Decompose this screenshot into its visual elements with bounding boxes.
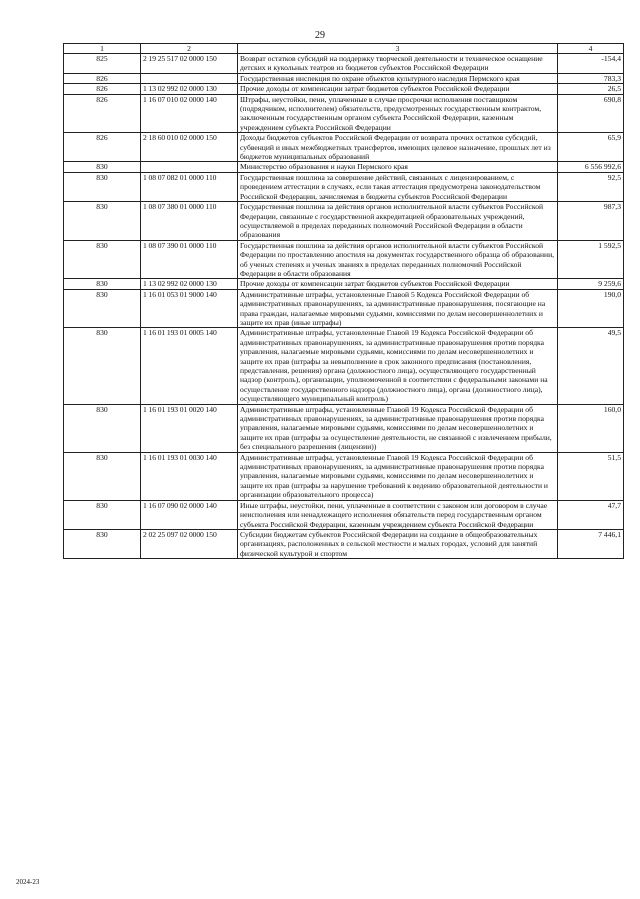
table-row bbox=[64, 240, 624, 279]
budget-table bbox=[63, 43, 624, 559]
income-name-cell: Министерство образования и науки Пермского края bbox=[238, 162, 558, 172]
table-row bbox=[64, 94, 624, 133]
income-name-cell: Доходы бюджетов субъектов Российской Федерации от возврата прочих остатков субсидий, субвенций и иных межбюджетных трансфертов, имеющих целевое назначение, прошлых лет из бюджетов муниципальных образований bbox=[238, 133, 558, 162]
admin-code-cell: 830 bbox=[64, 529, 141, 558]
amount-cell: 51,5 bbox=[558, 452, 624, 500]
income-code-cell: 1 13 02 992 02 0000 130 bbox=[141, 84, 238, 94]
amount-cell: 690,8 bbox=[558, 94, 624, 133]
admin-code-cell: 826 bbox=[64, 94, 141, 133]
income-name-cell: Государственная пошлина за совершение действий, связанных с лицензированием, с проведением аттестации в случаях, если такая аттестация предусмотрена законодательством Российской Федерации, зачисляемая в бюджеты субъектов Российской Федерации bbox=[238, 172, 558, 201]
income-code-cell: 2 18 60 010 02 0000 150 bbox=[141, 133, 238, 162]
admin-code-cell: 826 bbox=[64, 73, 141, 83]
table-header bbox=[64, 44, 624, 54]
admin-code-cell: 830 bbox=[64, 500, 141, 529]
amount-cell: 160,0 bbox=[558, 404, 624, 452]
table-row bbox=[64, 452, 624, 500]
admin-code-cell: 825 bbox=[64, 54, 141, 74]
income-code-cell: 1 16 01 193 01 0020 140 bbox=[141, 404, 238, 452]
amount-cell: 1 592,5 bbox=[558, 240, 624, 279]
column-header-2: 2 bbox=[141, 44, 238, 54]
table-row bbox=[64, 289, 624, 328]
income-name-cell: Прочие доходы от компенсации затрат бюджетов субъектов Российской Федерации bbox=[238, 84, 558, 94]
admin-code-cell: 830 bbox=[64, 162, 141, 172]
table-body bbox=[64, 54, 624, 559]
income-name-cell: Административные штрафы, установленные Главой 5 Кодекса Российской Федерации об административных правонарушениях, за административные правонарушения, посягающие на права граждан, налагаемые мировыми судьями, комиссиями по делам несовершеннолетних и защите их прав (иные штрафы) bbox=[238, 289, 558, 328]
amount-cell: 6 556 992,6 bbox=[558, 162, 624, 172]
table-row bbox=[64, 162, 624, 172]
admin-code-cell: 830 bbox=[64, 202, 141, 241]
income-code-cell: 1 08 07 380 01 0000 110 bbox=[141, 202, 238, 241]
income-code-cell: 1 08 07 082 01 0000 110 bbox=[141, 172, 238, 201]
document-footer-code: 2024-23 bbox=[16, 878, 40, 886]
table-row bbox=[64, 328, 624, 404]
admin-code-cell: 830 bbox=[64, 404, 141, 452]
income-code-cell: 2 02 25 097 02 0000 150 bbox=[141, 529, 238, 558]
income-code-cell: 1 13 02 992 02 0000 130 bbox=[141, 279, 238, 289]
page-number: 29 bbox=[315, 30, 325, 41]
income-name-cell: Государственная инспекция по охране объектов культурного наследия Пермского края bbox=[238, 73, 558, 83]
column-header-4: 4 bbox=[558, 44, 624, 54]
amount-cell: 65,9 bbox=[558, 133, 624, 162]
income-name-cell: Возврат остатков субсидий на поддержку творческой деятельности и техническое оснащение детских и кукольных театров из бюджетов субъектов Российской Федерации bbox=[238, 54, 558, 74]
column-header-1: 1 bbox=[64, 44, 141, 54]
amount-cell: 7 446,1 bbox=[558, 529, 624, 558]
income-code-cell: 2 19 25 517 02 0000 150 bbox=[141, 54, 238, 74]
admin-code-cell: 830 bbox=[64, 279, 141, 289]
table-row bbox=[64, 133, 624, 162]
income-name-cell: Прочие доходы от компенсации затрат бюджетов субъектов Российской Федерации bbox=[238, 279, 558, 289]
income-code-cell: 1 08 07 390 01 0000 110 bbox=[141, 240, 238, 279]
amount-cell: 987,3 bbox=[558, 202, 624, 241]
table-row bbox=[64, 404, 624, 452]
table-row bbox=[64, 529, 624, 558]
admin-code-cell: 826 bbox=[64, 84, 141, 94]
amount-cell: -154,4 bbox=[558, 54, 624, 74]
income-name-cell: Административные штрафы, установленные Главой 19 Кодекса Российской Федерации об административных правонарушениях, за административные правонарушения против порядка управления, налагаемые мировыми судьями, комиссиями по делам несовершеннолетних и защите их прав (штрафы за осуществление деятельности, не связанной с извлечением прибыли, без специального разрешения (лицензии)) bbox=[238, 404, 558, 452]
amount-cell: 190,0 bbox=[558, 289, 624, 328]
table-row bbox=[64, 54, 624, 74]
admin-code-cell: 830 bbox=[64, 328, 141, 404]
income-name-cell: Государственная пошлина за действия органов исполнительной власти субъектов Российской Федерации по проставлению апостиля на документах государственного образца об образовании, об ученых степенях и ученых званиях в пределах переданных полномочий Российской Федерации в области образования bbox=[238, 240, 558, 279]
income-code-cell: 1 16 07 010 02 0000 140 bbox=[141, 94, 238, 133]
income-code-cell bbox=[141, 73, 238, 83]
income-name-cell: Государственная пошлина за действия органов исполнительной власти субъектов Российской Федерации, связанные с государственной аккредитацией образовательных учреждений, осуществляемой в пределах переданных полномочий Российской Федерации в области образования bbox=[238, 202, 558, 241]
income-name-cell: Субсидии бюджетам субъектов Российской Федерации на создание в общеобразовательных организациях, расположенных в сельской местности и малых городах, условий для занятий физической культурой и спортом bbox=[238, 529, 558, 558]
income-code-cell bbox=[141, 162, 238, 172]
admin-code-cell: 830 bbox=[64, 240, 141, 279]
table-row bbox=[64, 279, 624, 289]
table-row bbox=[64, 172, 624, 201]
amount-cell: 9 259,6 bbox=[558, 279, 624, 289]
income-name-cell: Административные штрафы, установленные Главой 19 Кодекса Российской Федерации об административных правонарушениях, за административные правонарушения против порядка управления, налагаемые мировыми судьями, комиссиями по делам несовершеннолетних и защите их прав (штрафы за нарушение требований к ведению образовательной деятельности и организации образовательного процесса) bbox=[238, 452, 558, 500]
table-row bbox=[64, 500, 624, 529]
amount-cell: 49,5 bbox=[558, 328, 624, 404]
income-name-cell: Штрафы, неустойки, пени, уплаченные в случае просрочки исполнения поставщиком (подрядчиком, исполнителем) обязательств, предусмотренных государственным контрактом, заключенным государственным органом субъекта Российской Федерации, казенным учреждением субъекта Российской Федерации bbox=[238, 94, 558, 133]
income-code-cell: 1 16 01 193 01 0030 140 bbox=[141, 452, 238, 500]
admin-code-cell: 830 bbox=[64, 452, 141, 500]
table-row bbox=[64, 202, 624, 241]
income-code-cell: 1 16 01 053 01 9000 140 bbox=[141, 289, 238, 328]
income-code-cell: 1 16 01 193 01 0005 140 bbox=[141, 328, 238, 404]
amount-cell: 26,5 bbox=[558, 84, 624, 94]
table-row bbox=[64, 84, 624, 94]
amount-cell: 47,7 bbox=[558, 500, 624, 529]
income-name-cell: Административные штрафы, установленные Главой 19 Кодекса Российской Федерации об административных правонарушениях, за административные правонарушения против порядка управления, налагаемые мировыми судьями, комиссиями по делам несовершеннолетних и защите их прав (штрафы за невыполнение в срок законного предписания (постановления, представления, решения) органа (должностного лица), осуществляющего государственный надзор (контроль), организации, уполномоченной в соответствии с федеральными законами на осуществление государственного надзора (должностного лица), органа (должностного лица), осуществляющего муниципальный контроль) bbox=[238, 328, 558, 404]
admin-code-cell: 830 bbox=[64, 289, 141, 328]
amount-cell: 783,3 bbox=[558, 73, 624, 83]
table-row bbox=[64, 73, 624, 83]
admin-code-cell: 830 bbox=[64, 172, 141, 201]
income-code-cell: 1 16 07 090 02 0000 140 bbox=[141, 500, 238, 529]
income-name-cell: Иные штрафы, неустойки, пени, уплаченные в соответствии с законом или договором в случае неисполнения или ненадлежащего исполнения обязательств перед государственным органом субъекта Российской Федерации, казенным учреждением субъекта Российской Федерации bbox=[238, 500, 558, 529]
amount-cell: 92,5 bbox=[558, 172, 624, 201]
column-header-3: 3 bbox=[238, 44, 558, 54]
admin-code-cell: 826 bbox=[64, 133, 141, 162]
